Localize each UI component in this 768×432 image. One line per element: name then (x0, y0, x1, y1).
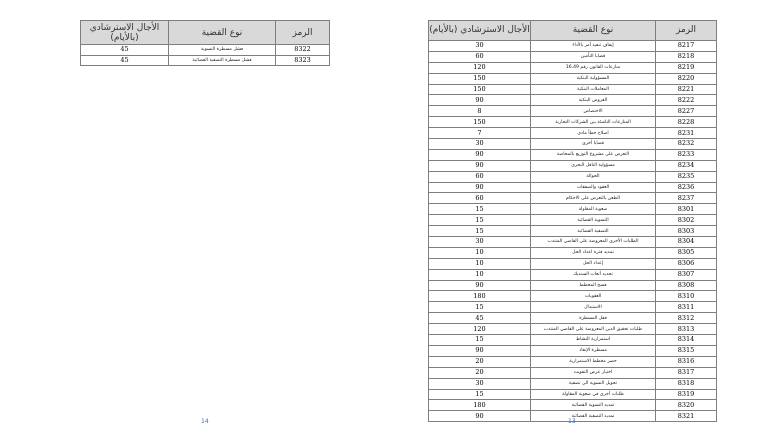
header-code: الرمز (656, 21, 717, 41)
case-deadline-table-page-14 (80, 20, 330, 66)
table-row (429, 335, 717, 346)
table-row (429, 258, 717, 269)
row-period-days: 60 (429, 51, 531, 62)
table-row (429, 247, 717, 258)
row-period-days: 30 (429, 41, 531, 52)
row-period-days: 150 (429, 84, 531, 95)
row-period-days: 120 (429, 62, 531, 73)
case-deadline-table-page-13 (428, 20, 717, 422)
row-code: 8235 (656, 171, 717, 182)
table-row (429, 215, 717, 226)
row-period-days: 90 (429, 411, 531, 422)
row-period-days: 15 (429, 302, 531, 313)
row-period-days: 60 (429, 193, 531, 204)
row-case-type: تحويل التسوية الى تصفية (531, 378, 656, 389)
table-row (429, 313, 717, 324)
row-case-type: قفل المسطرة (531, 313, 656, 324)
row-code: 8322 (276, 45, 330, 56)
row-code: 8302 (656, 215, 717, 226)
row-period-days: 30 (429, 139, 531, 150)
row-period-days: 180 (429, 400, 531, 411)
row-case-type: قضايا أخرى (531, 139, 656, 150)
page-number: 14 (201, 418, 209, 425)
row-code: 8317 (656, 367, 717, 378)
row-period-days: 20 (429, 356, 531, 367)
row-code: 8315 (656, 345, 717, 356)
table-row (429, 291, 717, 302)
row-code: 8313 (656, 324, 717, 335)
row-case-type: طلبات تحقيق الدين المعروضة على القاضي المنتدب (531, 324, 656, 335)
row-period-days: 45 (81, 45, 169, 56)
row-case-type: قضايا التأمين (531, 51, 656, 62)
header-case-type: نوع القضية (531, 21, 656, 41)
row-code: 8314 (656, 335, 717, 346)
row-case-type: تمديد التسوية القضائية (531, 400, 656, 411)
row-period-days: 90 (429, 182, 531, 193)
row-code: 8312 (656, 313, 717, 324)
row-case-type: صعوبة المقاولة (531, 204, 656, 215)
row-period-days: 90 (429, 280, 531, 291)
row-case-type: التسوية القضائية (531, 215, 656, 226)
row-period-days: 150 (429, 73, 531, 84)
table-row (429, 62, 717, 73)
row-case-type: تمديد فترة اعداد الحل (531, 247, 656, 258)
table-row (429, 389, 717, 400)
row-period-days: 150 (429, 117, 531, 128)
row-code: 8308 (656, 280, 717, 291)
header-code: الرمز (276, 21, 330, 45)
table-row (429, 204, 717, 215)
row-case-type: المسؤولية البنكية (531, 73, 656, 84)
row-period-days: 15 (429, 215, 531, 226)
table-row (429, 149, 717, 160)
row-case-type: فشل مسطرة التسوية (169, 45, 276, 56)
row-case-type: اصلاح خطأ مادي (531, 128, 656, 139)
row-case-type: طلبات أخرى في صعوبة المقاولة (531, 389, 656, 400)
row-period-days: 10 (429, 258, 531, 269)
row-period-days: 10 (429, 269, 531, 280)
row-period-days: 90 (429, 345, 531, 356)
table-row (81, 55, 330, 66)
row-code: 8217 (656, 41, 717, 52)
row-code: 8220 (656, 73, 717, 84)
row-case-type: حصر مخطط الاستمرارية (531, 356, 656, 367)
table-row (429, 73, 717, 84)
row-case-type: فشل مسطرة التصفية القضائية (169, 55, 276, 66)
table-row (429, 400, 717, 411)
row-code: 8232 (656, 139, 717, 150)
table-row (429, 95, 717, 106)
row-case-type: الاختصاص (531, 106, 656, 117)
row-case-type: القروض البنكية (531, 95, 656, 106)
row-code: 8303 (656, 226, 717, 237)
header-case-type: نوع القضية (169, 21, 276, 45)
row-code: 8227 (656, 106, 717, 117)
row-period-days: 30 (429, 378, 531, 389)
row-case-type: الطلبات الأخرى المعروضة على القاضي المنتدب (531, 237, 656, 248)
row-period-days: 15 (429, 335, 531, 346)
row-period-days: 10 (429, 247, 531, 258)
table-row (429, 280, 717, 291)
table-row (429, 128, 717, 139)
row-period-days: 90 (429, 149, 531, 160)
row-code: 8237 (656, 193, 717, 204)
row-code: 8318 (656, 378, 717, 389)
table-row (429, 51, 717, 62)
row-case-type: فسخ المخطط (531, 280, 656, 291)
header-period: الأجال الاسترشادي (بالأيام) (81, 21, 169, 45)
row-code: 8233 (656, 149, 717, 160)
table-row (81, 45, 330, 56)
row-code: 8316 (656, 356, 717, 367)
row-code: 8218 (656, 51, 717, 62)
row-code: 8307 (656, 269, 717, 280)
table-row (429, 269, 717, 280)
row-code: 8306 (656, 258, 717, 269)
table-row (429, 84, 717, 95)
header-period: الأجال الاسترشادي (بالأيام) (429, 21, 531, 41)
row-case-type: منازعات القانون رقم 16.49 (531, 62, 656, 73)
row-code: 8222 (656, 95, 717, 106)
table-row (429, 139, 717, 150)
table-row (429, 193, 717, 204)
table-row (429, 41, 717, 52)
table-row (429, 160, 717, 171)
row-case-type: التصفية القضائية (531, 226, 656, 237)
row-case-type: الحوالة (531, 171, 656, 182)
table-row (429, 226, 717, 237)
row-case-type: اختيار عرض التفويت (531, 367, 656, 378)
row-case-type: الطعن بالتعرض على الاحكام (531, 193, 656, 204)
row-case-type: مسؤولية الناقل البحري (531, 160, 656, 171)
row-case-type: التعرض على مشروع التوزيع بالمحاصة (531, 149, 656, 160)
row-case-type: العقود والصفقات (531, 182, 656, 193)
row-code: 8311 (656, 302, 717, 313)
page-number: 13 (568, 418, 576, 425)
row-code: 8301 (656, 204, 717, 215)
row-code: 8304 (656, 237, 717, 248)
row-code: 8323 (276, 55, 330, 66)
row-case-type: المعاملات البنكية (531, 84, 656, 95)
table-row (429, 356, 717, 367)
table-row (429, 345, 717, 356)
table-row (429, 182, 717, 193)
row-period-days: 15 (429, 226, 531, 237)
row-period-days: 180 (429, 291, 531, 302)
row-period-days: 45 (429, 313, 531, 324)
row-case-type: العقوبات (531, 291, 656, 302)
table-row (429, 378, 717, 389)
row-case-type: إعداد الحل (531, 258, 656, 269)
row-period-days: 45 (81, 55, 169, 66)
row-period-days: 15 (429, 389, 531, 400)
row-code: 8305 (656, 247, 717, 258)
row-period-days: 15 (429, 204, 531, 215)
row-code: 8319 (656, 389, 717, 400)
row-case-type: المنازعات الناشئة بين الشركات التجارية (531, 117, 656, 128)
row-code: 8234 (656, 160, 717, 171)
row-period-days: 60 (429, 171, 531, 182)
row-case-type: تمديد التصفية القضائية (531, 411, 656, 422)
row-code: 8219 (656, 62, 717, 73)
row-code: 8228 (656, 117, 717, 128)
table-row (429, 324, 717, 335)
table-row (429, 302, 717, 313)
table-row (429, 237, 717, 248)
row-code: 8231 (656, 128, 717, 139)
row-case-type: مسطرة الإنقاذ (531, 345, 656, 356)
table-header-row (429, 21, 717, 41)
row-period-days: 20 (429, 367, 531, 378)
row-period-days: 7 (429, 128, 531, 139)
row-period-days: 90 (429, 160, 531, 171)
row-period-days: 8 (429, 106, 531, 117)
table-row (429, 106, 717, 117)
table-row (429, 367, 717, 378)
table-header-row (81, 21, 330, 45)
row-case-type: استمرارية النشاط (531, 335, 656, 346)
row-code: 8236 (656, 182, 717, 193)
table-row (429, 117, 717, 128)
row-code: 8321 (656, 411, 717, 422)
row-code: 8310 (656, 291, 717, 302)
row-case-type: إيقاف تنفيذ أمر بالأداء (531, 41, 656, 52)
row-case-type: الاستبدال (531, 302, 656, 313)
row-case-type: تحديد أتعاب السنديك (531, 269, 656, 280)
row-period-days: 30 (429, 237, 531, 248)
row-code: 8320 (656, 400, 717, 411)
row-period-days: 120 (429, 324, 531, 335)
row-period-days: 90 (429, 95, 531, 106)
table-row (429, 171, 717, 182)
page-13 (384, 0, 768, 432)
row-code: 8221 (656, 84, 717, 95)
